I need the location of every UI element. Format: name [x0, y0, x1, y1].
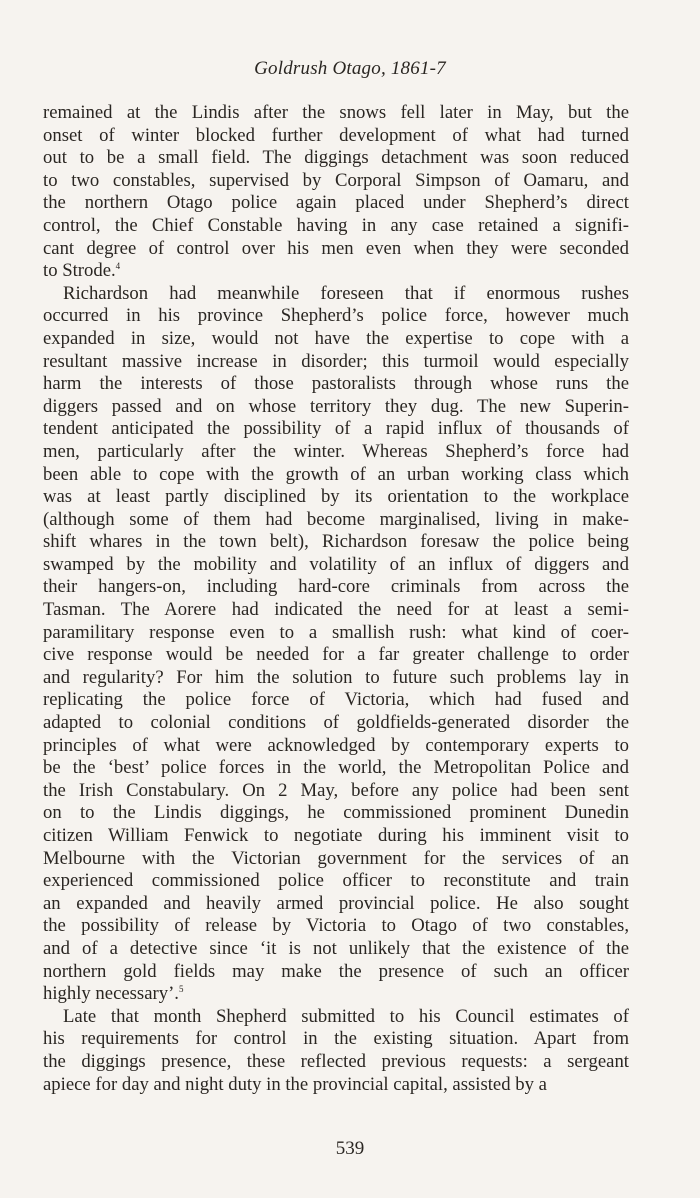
paragraph	[43, 102, 629, 283]
text-line: apiece for day and night duty in the provincial capital, assisted by a	[43, 1073, 547, 1095]
running-head: Goldrush Otago, 1861-7	[254, 58, 446, 79]
text-line: cant degree of control over his men even when they were seconded	[43, 237, 629, 259]
text-line: adapted to colonial conditions of goldfields-generated disorder the	[43, 712, 629, 734]
paragraph	[43, 283, 629, 1006]
text-line: Richardson had meanwhile foreseen that if enormous rushes	[63, 282, 629, 304]
text-line: cive response would be needed for a far greater challenge to order	[43, 644, 629, 666]
text-line: on to the Lindis diggings, he commissioned prominent Dunedin	[43, 802, 629, 824]
text-line: shift whares in the town belt), Richardson foresaw the police being	[43, 531, 629, 553]
text-line: Tasman. The Aorere had indicated the need for at least a semi-	[43, 599, 629, 621]
page-number: 539	[335, 1138, 365, 1159]
text-line: expanded in size, would not have the expertise to cope with a	[43, 327, 629, 349]
text-line: harm the interests of those pastoralists through whose runs the	[43, 373, 629, 395]
text-line: northern gold fields may make the presence of such an officer	[43, 960, 629, 982]
text-line: Melbourne with the Victorian government for the services of an	[43, 847, 629, 869]
text-line: his requirements for control in the existing situation. Apart from	[43, 1028, 629, 1050]
text-line: their hangers-on, including hard-core criminals from across the	[43, 576, 629, 598]
text-line: principles of what were acknowledged by contemporary experts to	[43, 734, 629, 756]
text-line: control, the Chief Constable having in any case retained a signifi-	[43, 214, 629, 236]
footnote-marker: 4	[115, 261, 121, 272]
text-line: highly necessary’.$^5$	[43, 983, 184, 1005]
text-line: to Strode.$^4$	[43, 260, 121, 282]
text-line: was at least partly disciplined by its orientation to the workplace	[43, 486, 629, 508]
text-line: diggers passed and on whose territory they dug. The new Superin-	[43, 395, 629, 417]
text-line: tendent anticipated the possibility of a rapid influx of thousands of	[43, 418, 629, 440]
text-line: experienced commissioned police officer to reconstitute and train	[43, 870, 629, 892]
text-line: onset of winter blocked further development of what had turned	[43, 124, 629, 146]
text-line: and of a detective since ‘it is not unlikely that the existence of the	[43, 937, 629, 959]
footnote-marker: 5	[178, 984, 184, 995]
text-line: the northern Otago police again placed under Shepherd’s direct	[43, 192, 629, 214]
text-line: and regularity? For him the solution to future such problems lay in	[43, 666, 629, 688]
text-line: to two constables, supervised by Corporal Simpson of Oamaru, and	[43, 169, 629, 191]
text-line: Late that month Shepherd submitted to his Council estimates of	[63, 1005, 629, 1027]
text-line: been able to cope with the growth of an urban working class which	[43, 463, 629, 485]
text-line: an expanded and heavily armed provincial police. He also sought	[43, 892, 629, 914]
text-line: (although some of them had become marginalised, living in make-	[43, 508, 629, 530]
text-line: citizen William Fenwick to negotiate during his imminent visit to	[43, 825, 629, 846]
text-line: replicating the police force of Victoria, which had fused and	[43, 689, 629, 711]
text-line: men, particularly after the winter. Whereas Shepherd’s force had	[43, 440, 629, 462]
text-line: be the ‘best’ police forces in the world, the Metropolitan Police and	[43, 757, 629, 779]
text-line: remained at the Lindis after the snows fell later in May, but the	[43, 102, 629, 123]
text-line: swamped by the mobility and volatility of an influx of diggers and	[43, 553, 629, 575]
text-line: paramilitary response even to a smallish rush: what kind of coer-	[43, 621, 629, 643]
text-line: the possibility of release by Victoria to Otago of two constables,	[43, 915, 629, 937]
text-line: out to be a small field. The diggings detachment was soon reduced	[43, 147, 629, 169]
text-line: the diggings presence, these reflected previous requests: a sergeant	[43, 1050, 629, 1072]
text-line: occurred in his province Shepherd’s police force, however much	[43, 305, 629, 327]
text-line: resultant massive increase in disorder; this turmoil would especially	[43, 350, 629, 372]
paragraph	[43, 1006, 629, 1096]
text-line: the Irish Constabulary. On 2 May, before any police had been sent	[43, 779, 629, 801]
body-text	[43, 102, 629, 1096]
